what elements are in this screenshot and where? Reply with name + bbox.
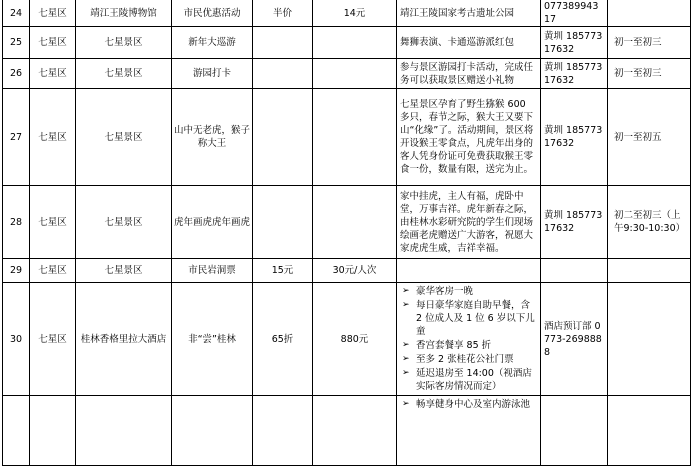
- table-row: [3, 0, 691, 27]
- venue-cell: 桂林香格里拉大酒店: [76, 283, 172, 396]
- activity-cell: 山中无老虎，猴子称大王: [172, 89, 253, 186]
- price-cell: [313, 396, 397, 466]
- discount-cell: [253, 396, 313, 466]
- table-row: [3, 396, 691, 466]
- price-cell: [313, 186, 397, 259]
- time-cell: 初一至初三: [608, 59, 691, 89]
- price-cell: [313, 59, 397, 89]
- row-number: 30: [3, 283, 30, 396]
- time-cell: 初一至初五: [608, 89, 691, 186]
- contact-cell: 酒店预订部 0773-2698888: [541, 283, 608, 396]
- time-cell: [608, 283, 691, 396]
- activity-cell: 游园打卡: [172, 59, 253, 89]
- amenity-item: ➢ 至多 2 张桂花公社门票: [400, 353, 537, 366]
- time-cell: [608, 259, 691, 283]
- discount-cell: [253, 59, 313, 89]
- district-cell: 七星区: [30, 259, 76, 283]
- discount-cell: 65折: [253, 283, 313, 396]
- discount-cell: [253, 186, 313, 259]
- amenity-list: [400, 398, 537, 411]
- activity-cell: 新年大巡游: [172, 27, 253, 59]
- venue-cell: 七星景区: [76, 259, 172, 283]
- discount-cell: [253, 89, 313, 186]
- description-cell: 靖江王陵国家考古遗址公园: [397, 0, 541, 27]
- row-number: 28: [3, 186, 30, 259]
- activity-cell: 虎年画虎虎年画虎: [172, 186, 253, 259]
- row-number: [3, 396, 30, 466]
- table-row: [3, 89, 691, 186]
- discount-cell: 15元: [253, 259, 313, 283]
- amenity-item: ➢ 每日豪华家庭自助早餐，含 2 位成人及 1 位 6 岁以下儿童: [400, 299, 537, 338]
- row-number: 25: [3, 27, 30, 59]
- event-table: [2, 0, 691, 466]
- description-cell: [397, 396, 541, 466]
- venue-cell: 七星景区: [76, 59, 172, 89]
- venue-cell: 七星景区: [76, 27, 172, 59]
- contact-cell: [541, 259, 608, 283]
- row-number: 26: [3, 59, 30, 89]
- amenity-item: ➢ 畅享健身中心及室内游泳池: [400, 398, 537, 411]
- description-cell: 舞狮表演、卡通巡游派红包: [397, 27, 541, 59]
- district-cell: [30, 396, 76, 466]
- price-cell: [313, 27, 397, 59]
- description-cell: [397, 259, 541, 283]
- price-cell: 30元/人次: [313, 259, 397, 283]
- district-cell: 七星区: [30, 27, 76, 59]
- price-cell: 14元: [313, 0, 397, 27]
- venue-cell: [76, 396, 172, 466]
- district-cell: 七星区: [30, 89, 76, 186]
- discount-cell: [253, 27, 313, 59]
- amenity-item: ➢ 香宫套餐享 85 折: [400, 339, 537, 352]
- contact-cell: [541, 396, 608, 466]
- price-cell: [313, 89, 397, 186]
- district-cell: 七星区: [30, 0, 76, 27]
- amenity-item: ➢ 延迟退房至 14:00（视酒店实际客房情况而定）: [400, 367, 537, 393]
- district-cell: 七星区: [30, 186, 76, 259]
- district-cell: 七星区: [30, 283, 76, 396]
- table-row: [3, 283, 691, 396]
- activity-cell: [172, 396, 253, 466]
- contact-cell: 黄圳 18577317632: [541, 27, 608, 59]
- time-cell: 初二至初三（上午9:30-10:30）: [608, 186, 691, 259]
- amenity-item: ➢ 豪华客房一晚: [400, 285, 537, 298]
- price-cell: 880元: [313, 283, 397, 396]
- district-cell: 七星区: [30, 59, 76, 89]
- table-row: [3, 259, 691, 283]
- contact-cell: 07738994317: [541, 0, 608, 27]
- time-cell: 初一至初三: [608, 27, 691, 59]
- table-row: [3, 59, 691, 89]
- time-cell: [608, 396, 691, 466]
- activity-cell: 市民优惠活动: [172, 0, 253, 27]
- contact-cell: 黄圳 18577317632: [541, 59, 608, 89]
- activity-cell: 非“尝”桂林: [172, 283, 253, 396]
- venue-cell: 靖江王陵博物馆: [76, 0, 172, 27]
- row-number: 27: [3, 89, 30, 186]
- time-cell: [608, 0, 691, 27]
- description-cell: 参与景区游园打卡活动，完成任务可以获取景区赠送小礼物: [397, 59, 541, 89]
- venue-cell: 七星景区: [76, 186, 172, 259]
- description-cell: [397, 283, 541, 396]
- row-number: 29: [3, 259, 30, 283]
- table-row: [3, 186, 691, 259]
- table-row: [3, 27, 691, 59]
- discount-cell: 半价: [253, 0, 313, 27]
- venue-cell: 七星景区: [76, 89, 172, 186]
- contact-cell: 黄圳 18577317632: [541, 89, 608, 186]
- amenity-list: [400, 285, 537, 393]
- row-number: 24: [3, 0, 30, 27]
- contact-cell: 黄圳 18577317632: [541, 186, 608, 259]
- description-cell: 七星景区孕育了野生猕猴 600 多只，春节之际，猴大王又要下山“化缘”了。活动期间，景区将开设猴王零食点，凡虎年出身的客人凭身份证可免费获取猴王零食一份，数量有限，送完为止。: [397, 89, 541, 186]
- activity-cell: 市民岩洞票: [172, 259, 253, 283]
- description-cell: 家中挂虎，主人有福，虎卧中堂，万事吉祥。虎年新春之际，由桂林水彩研究院的学生们现场绘画老虎赠送广大游客，祝愿大家虎虎生威，吉祥幸福。: [397, 186, 541, 259]
